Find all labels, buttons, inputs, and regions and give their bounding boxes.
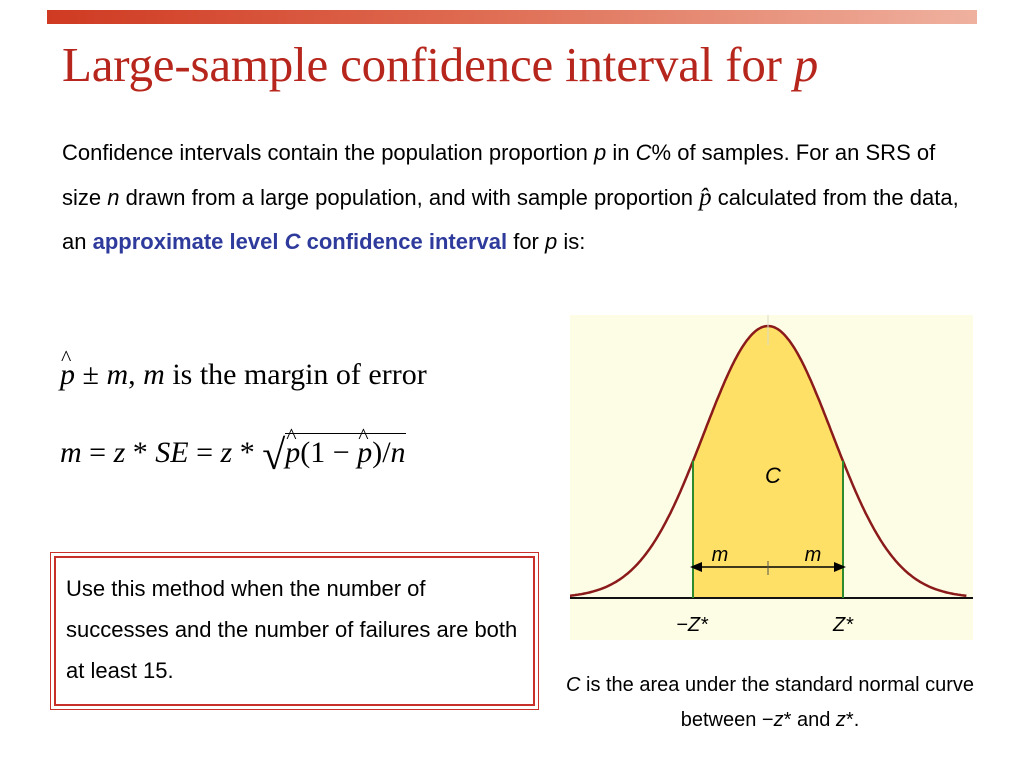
area-label-c: C [765, 463, 781, 488]
m-symbol: m [106, 358, 129, 391]
intro-var-p: p [594, 140, 607, 165]
caption-star: * [783, 709, 792, 731]
highlight-part: confidence interval [300, 229, 508, 254]
margin-label-left: m [711, 544, 729, 566]
formula-text: is the margin of error [164, 358, 427, 391]
slash: / [382, 436, 391, 469]
caption-text: . [853, 709, 860, 731]
highlight-part: approximate level [92, 229, 285, 254]
m-symbol: m [143, 358, 165, 391]
intro-text: Confidence intervals contain the population proportion [62, 140, 595, 165]
star: * [125, 436, 156, 469]
star: * [232, 436, 263, 469]
sqrt-symbol: √ [262, 433, 286, 479]
intro-var-n: n [107, 184, 120, 210]
intro-text: drawn from a large population, and with sample proportion [119, 184, 694, 210]
intro-text: for [507, 229, 545, 254]
intro-text: in [606, 140, 636, 165]
caption-var-z: z [773, 709, 784, 731]
intro-var-p: p [545, 229, 558, 254]
intro-text: % of samples. For an SRS of size [62, 140, 936, 210]
highlight-text [93, 229, 508, 254]
caption-text: is the area under the standard normal curve between − [580, 674, 974, 731]
intro-text: calculated from the data, an [62, 184, 959, 254]
highlight-var-c: C [284, 229, 301, 254]
comma: , [128, 358, 144, 391]
title-text: Large-sample confidence interval for [62, 37, 794, 92]
z-symbol: z [113, 436, 126, 469]
z-symbol: z [220, 436, 233, 469]
title-variable: p [793, 37, 819, 92]
margin-formula [60, 358, 427, 392]
title-accent-bar [47, 10, 977, 24]
margin-label-right: m [804, 544, 822, 566]
paren-close: ) [372, 436, 383, 469]
plus-minus: ± [75, 358, 107, 391]
caption-var-z: z [835, 709, 846, 731]
caption-var-c: C [565, 674, 581, 696]
se-symbol: SE [155, 436, 189, 469]
intro-text: is: [557, 229, 586, 254]
conditions-text: Use this method when the number of successes and the number of failures are both at least 15. [66, 576, 518, 683]
caption-star: * [845, 709, 854, 731]
slide-title [62, 36, 818, 93]
margin-error-formula [60, 432, 406, 480]
phat-symbol: ^ p [285, 436, 300, 470]
intro-var-c: C [635, 140, 652, 165]
normal-curve-svg [570, 315, 973, 640]
caption-text: and [791, 709, 836, 731]
conditions-box [50, 552, 539, 710]
intro-paragraph [62, 131, 962, 265]
intro-phat: p̂ [699, 183, 712, 211]
figure-caption [560, 668, 980, 738]
m-symbol: m [60, 436, 82, 469]
phat-symbol: ^ p [357, 436, 372, 470]
equals: = [81, 436, 114, 469]
phat-symbol: ^ p [60, 358, 75, 392]
conditions-box-inner [54, 556, 535, 706]
n-symbol: n [390, 436, 406, 469]
equals: = [188, 436, 221, 469]
paren-text: (1 − [300, 436, 358, 469]
z-right-label: Z* [833, 614, 853, 636]
sqrt-contents [285, 433, 405, 469]
normal-curve-figure [570, 315, 973, 640]
z-left-label: −Z* [676, 614, 708, 636]
